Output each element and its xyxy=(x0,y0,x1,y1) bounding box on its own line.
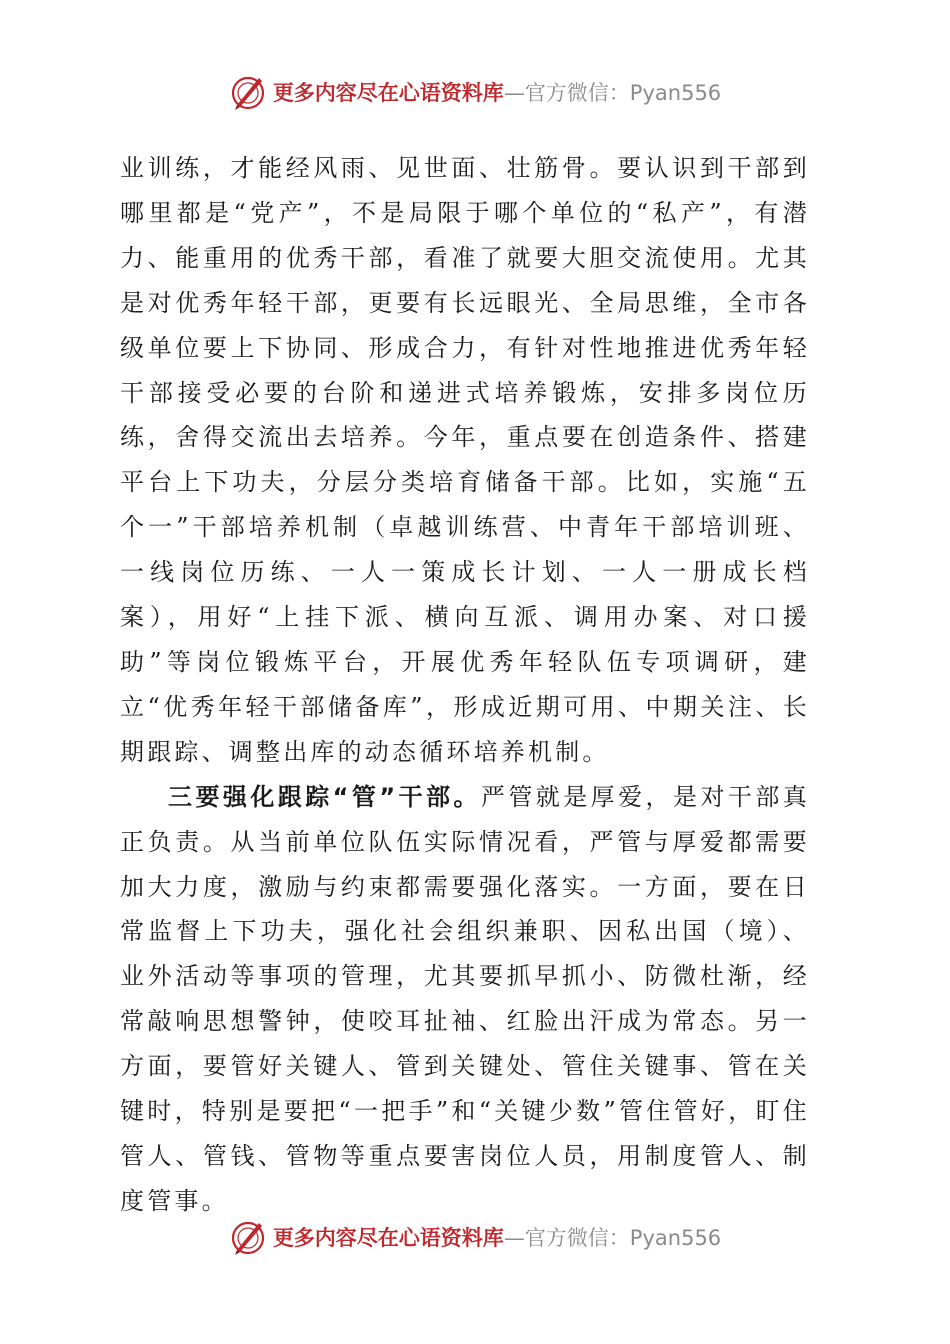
paragraph-2-text: 严管就是厚爱，是对干部真正负责。从当前单位队伍实际情况看，严管与厚爱都需要加大力度，激励与约束都需要强化落实。一方面，要在日常监督上下功夫，强化社会组织兼职、因私出国（境）、业外活动等事项的管理，尤其要抓早抓小、防微杜渐，经常敲响思想警钟，使咬耳扯袖、红脸出汗成为常态。另一方面，要管好关键人、管到关键处、管住关键事、管在关键时，特别是要把“一把手”和“关键少数”管住管好，盯住管人、管钱、管物等重点要害岗位人员，用制度管人、制度管事。 xyxy=(120,782,810,1215)
header-banner xyxy=(0,70,950,114)
banner-wechat: —官方微信：Pyan556 xyxy=(503,81,722,105)
banner-title: 更多内容尽在心语资料库 xyxy=(272,80,504,105)
footer-banner-wechat: —官方微信：Pyan556 xyxy=(503,1226,722,1250)
paragraph-1: 业训练，才能经风雨、见世面、壮筋骨。要认识到干部到哪里都是“党产”，不是局限于哪个单位的“私产”，有潜力、能重用的优秀干部，看准了就要大胆交流使用。尤其是对优秀年轻干部，更要有长远眼光、全局思维，全市各级单位要上下协同、形成合力，有针对性地推进优秀年轻干部接受必要的台阶和递进式培养锻炼，安排多岗位历练，舍得交流出去培养。今年，重点要在创造条件、搭建平台上下功夫，分层分类培育储备干部。比如，实施“五个一”干部培养机制（卓越训练营、中青年干部培训班、一线岗位历练、一人一策成长计划、一人一册成长档案），用好“上挂下派、横向互派、调用办案、对口援助”等岗位锻炼平台，开展优秀年轻队伍专项调研，建立“优秀年轻干部储备库”，形成近期可用、中期关注、长期跟踪、调整出库的动态循环培养机制。 xyxy=(120,154,810,766)
pen-logo-icon xyxy=(229,72,269,112)
paragraph-2 xyxy=(120,775,810,1224)
paragraph-2-heading: 三要强化跟踪“管”干部。 xyxy=(168,782,481,811)
footer-banner-title: 更多内容尽在心语资料库 xyxy=(272,1225,504,1250)
pen-logo-icon xyxy=(229,1217,269,1257)
document-body xyxy=(120,146,810,1224)
footer-banner xyxy=(0,1215,950,1259)
